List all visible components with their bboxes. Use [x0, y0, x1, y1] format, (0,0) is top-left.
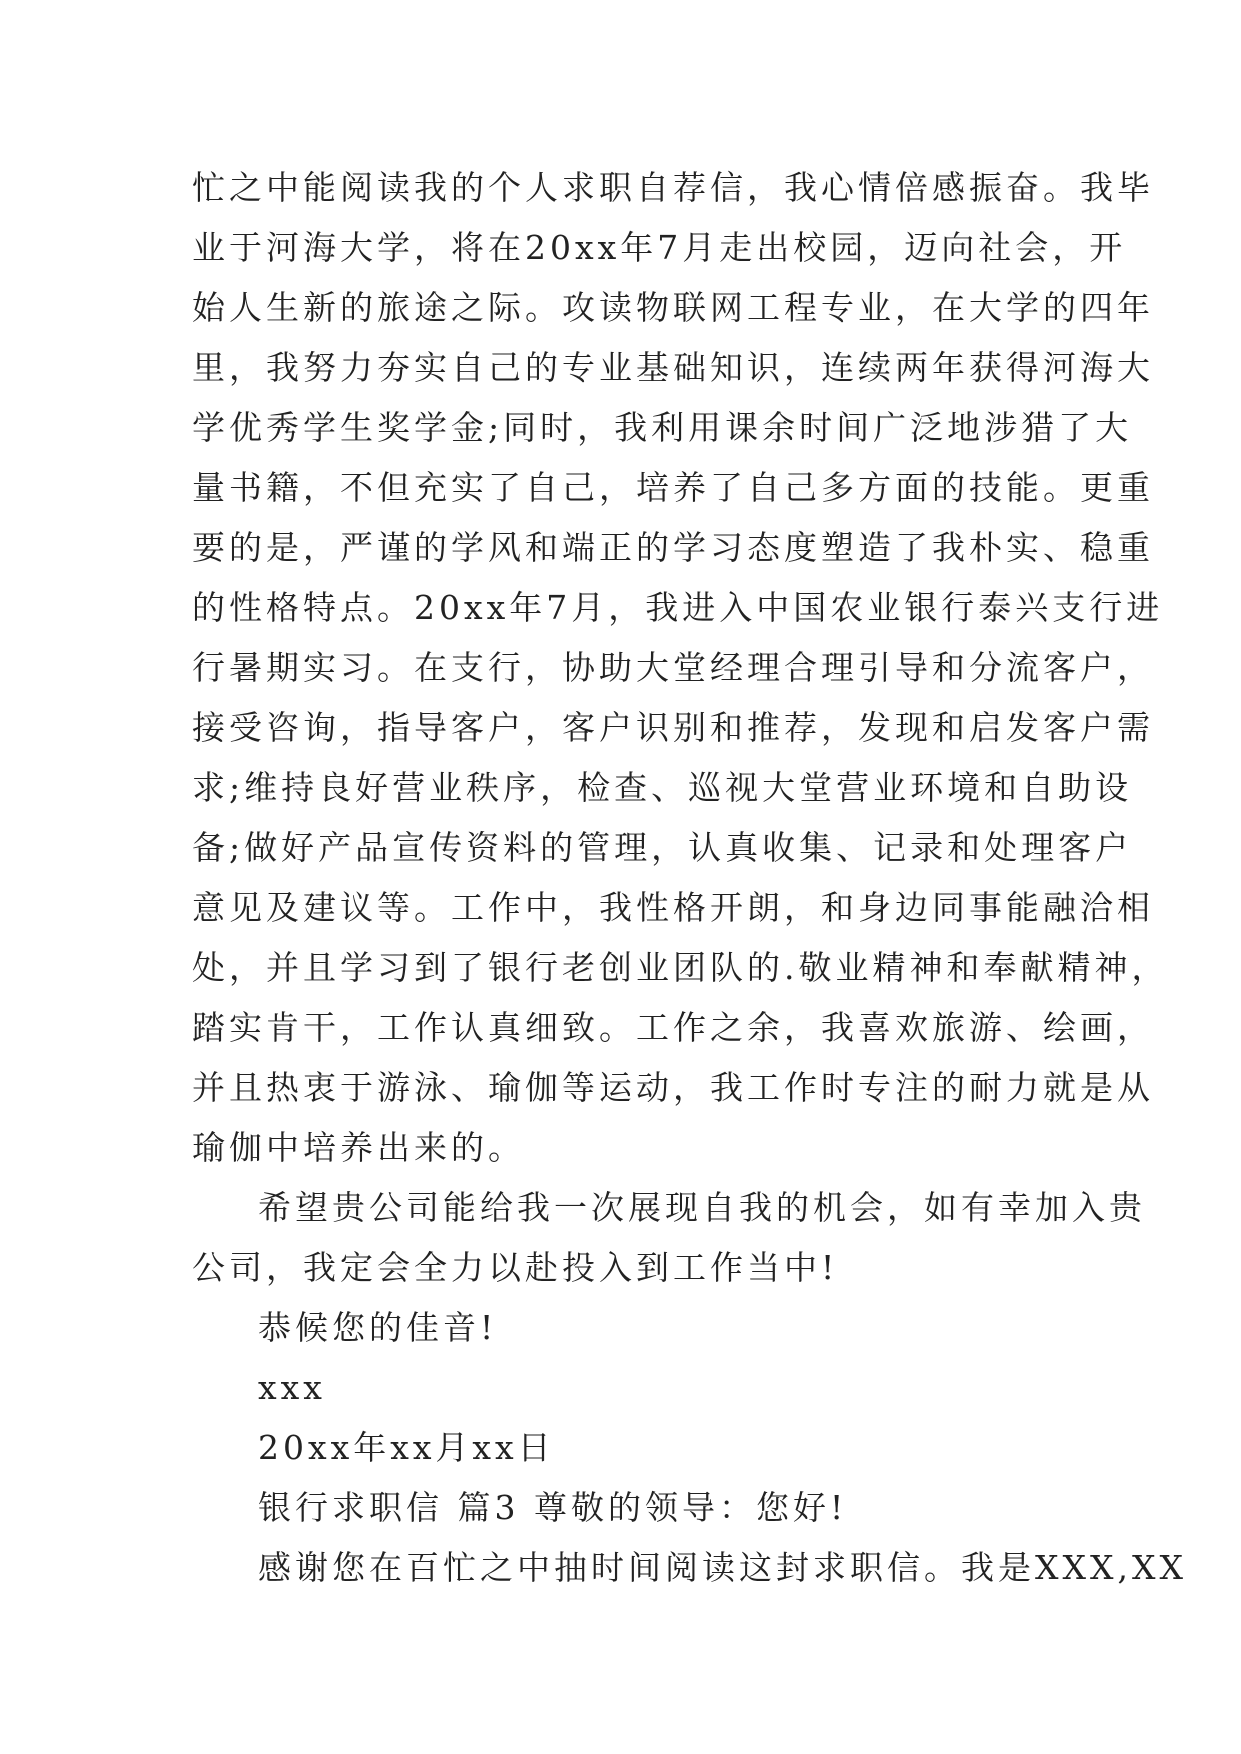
body-line: 量书籍，不但充实了自己，培养了自己多方面的技能。更重 [192, 468, 1154, 507]
section-heading: 银行求职信 篇3 尊敬的领导：您好! [258, 1488, 848, 1527]
body-line: 行暑期实习。在支行，协助大堂经理合理引导和分流客户， [192, 648, 1154, 687]
body-line: 业于河海大学，将在20xx年7月走出校园，迈向社会，开 [192, 228, 1127, 267]
body-line: 希望贵公司能给我一次展现自我的机会，如有幸加入贵 [258, 1188, 1146, 1227]
body-line: 里，我努力夯实自己的专业基础知识，连续两年获得河海大 [192, 348, 1154, 387]
body-line: 备;做好产品宣传资料的管理，认真收集、记录和处理客户 [192, 828, 1133, 867]
body-line: 学优秀学生奖学金;同时，我利用课余时间广泛地涉猎了大 [192, 408, 1133, 447]
body-line: 的性格特点。20xx年7月，我进入中国农业银行泰兴支行进 [192, 588, 1164, 627]
body-line: 感谢您在百忙之中抽时间阅读这封求职信。我是XXX,XX [258, 1548, 1187, 1587]
signature-name: xxx [258, 1368, 326, 1407]
body-line: 公司，我定会全力以赴投入到工作当中! [192, 1248, 839, 1287]
body-line: 始人生新的旅途之际。攻读物联网工程专业，在大学的四年 [192, 288, 1154, 327]
body-line: 求;维持良好营业秩序，检查、巡视大堂营业环境和自助设 [192, 768, 1133, 807]
body-line: 瑜伽中培养出来的。 [192, 1128, 525, 1167]
body-line: 意见及建议等。工作中，我性格开朗，和身边同事能融洽相 [192, 888, 1154, 927]
body-line: 处，并且学习到了银行老创业团队的.敬业精神和奉献精神， [192, 948, 1169, 987]
closing-line: 恭候您的佳音! [258, 1308, 498, 1347]
body-line: 接受咨询，指导客户，客户识别和推荐，发现和启发客户需 [192, 708, 1154, 747]
body-line: 忙之中能阅读我的个人求职自荐信，我心情倍感振奋。我毕 [192, 168, 1154, 207]
body-line: 并且热衷于游泳、瑜伽等运动，我工作时专注的耐力就是从 [192, 1068, 1154, 1107]
body-line: 踏实肯干，工作认真细致。工作之余，我喜欢旅游、绘画， [192, 1008, 1154, 1047]
letter-body [192, 158, 1187, 1598]
body-line: 要的是，严谨的学风和端正的学习态度塑造了我朴实、稳重 [192, 528, 1154, 567]
signature-date: 20xx年xx月xx日 [258, 1428, 555, 1467]
